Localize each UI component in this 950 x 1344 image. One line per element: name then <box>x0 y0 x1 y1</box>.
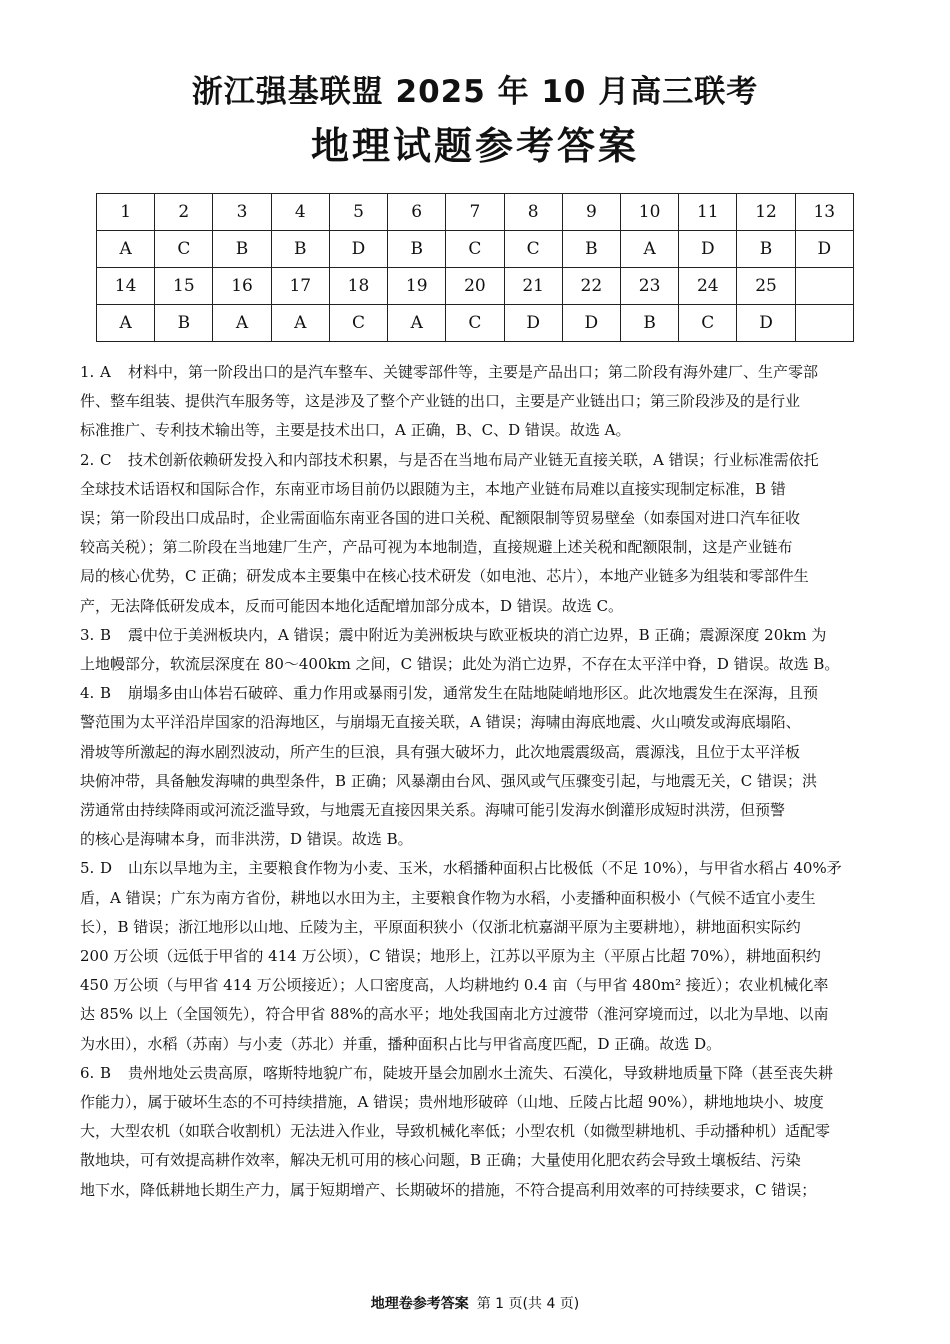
explanation-line: 涝通常由持续降雨或河流泛滥导致，与地震无直接因果关系。海啸可能引发海水倒灌形成短时洪涝，但预警 <box>80 801 786 820</box>
answer-cell: C <box>679 305 737 342</box>
explanation-line: 散地块，可有效提高耕作效率，解决无机可用的核心问题，B 正确；大量使用化肥农药会导致土壤板结、污染 <box>80 1151 801 1170</box>
question-number-cell: 16 <box>213 268 271 305</box>
explanation-line: 滑坡等所激起的海水剧烈波动，所产生的巨浪，具有强大破坏力，此次地震震级高，震源浅，且位于太平洋板 <box>80 742 801 761</box>
explanation-line: 450 万公顷（与甲省 414 万公顷接近）；人口密度高，人均耕地约 0.4 亩（与甲省 480m² 接近）；农业机械化率 <box>80 976 829 995</box>
explanation-item <box>80 854 870 1058</box>
question-number-row <box>97 268 854 305</box>
answer-cell <box>795 305 853 342</box>
answer-cell: D <box>329 231 387 268</box>
explanations <box>80 358 870 1205</box>
question-number-cell: 10 <box>620 194 678 231</box>
explanation-line: 较高关税）；第二阶段在当地建厂生产，产品可视为本地制造，直接规避上述关税和配额限制，这是产业链布 <box>80 538 793 557</box>
explanation-line: 块俯冲带，具备触发海啸的典型条件，B 正确；风暴潮由台风、强风或气压骤变引起，与地震无关，C 错误；洪 <box>80 771 818 790</box>
explanation-line: 标准推广、专利技术输出等，主要是技术出口，A 正确，B、C、D 错误。故选 A。 <box>80 421 631 440</box>
explanation-line: 大，大型农机（如联合收割机）无法进入作业，导致机械化率低；小型农机（如微型耕地机、手动播种机）适配零 <box>80 1122 831 1141</box>
explanation-item <box>80 358 870 446</box>
answer-cell: C <box>446 305 504 342</box>
page-footer <box>0 1293 950 1313</box>
question-number-cell: 14 <box>97 268 155 305</box>
question-number: 3. <box>80 625 95 644</box>
footer-label: 地理卷参考答案 <box>370 1296 469 1312</box>
answer-cell: B <box>271 231 329 268</box>
explanation-line: 件、整车组装、提供汽车服务等，这是涉及了整个产业链的出口，主要是产业链出口；第三阶段涉及的是行业 <box>80 392 801 411</box>
explanation-line: 为水田），水稻（苏南）与小麦（苏北）并重，播种面积占比与甲省高度匹配，D 正确。故选 D。 <box>80 1034 722 1053</box>
answer-cell: A <box>213 305 271 342</box>
answer-cell: B <box>388 231 446 268</box>
explanation-item <box>80 1059 870 1205</box>
answer-cell: C <box>446 231 504 268</box>
answer-cell: B <box>213 231 271 268</box>
answer-cell: D <box>679 231 737 268</box>
question-number-cell: 6 <box>388 194 446 231</box>
question-number-cell: 21 <box>504 268 562 305</box>
question-number: 4. <box>80 684 95 703</box>
question-answer: B <box>100 625 112 644</box>
answer-cell: B <box>155 305 213 342</box>
question-answer: B <box>100 1063 112 1082</box>
question-number-cell: 8 <box>504 194 562 231</box>
answer-cell: C <box>504 231 562 268</box>
answer-cell: D <box>504 305 562 342</box>
explanation-line: 达 85% 以上（全国领先），符合甲省 88%的高水平；地处我国南北方过渡带（淮河穿境而过，以北为旱地、以南 <box>80 1005 829 1024</box>
explanation-text: 技术创新依赖研发投入和内部技术积累，与是否在当地布局产业链无直接关联，A 错误；行业标准需依托 <box>128 450 819 469</box>
question-number-cell: 9 <box>562 194 620 231</box>
question-number-cell: 22 <box>562 268 620 305</box>
explanation-line: 作能力），属于破坏生态的不可持续措施，A 错误；贵州地形破碎（山地、丘陵占比超 90%），耕地地块小、坡度 <box>80 1093 824 1112</box>
explanation-text: 材料中，第一阶段出口的是汽车整车、关键零部件等，主要是产品出口；第二阶段有海外建厂、生产零部 <box>128 363 819 381</box>
question-number-cell: 1 <box>97 194 155 231</box>
question-number: 6. <box>80 1063 95 1082</box>
question-number-cell: 11 <box>679 194 737 231</box>
explanation-line: 上地幔部分，软流层深度在 80～400km 之间，C 错误；此处为消亡边界，不存在太平洋中脊，D 错误。故选 B。 <box>80 655 840 674</box>
explanation-first-line <box>80 621 870 650</box>
explanation-text: 山东以旱地为主，主要粮食作物为小麦、玉米，水稻播种面积占比极低（不足 10%），与甲省水稻占 40%矛 <box>128 859 842 878</box>
question-number-cell: 19 <box>388 268 446 305</box>
question-number-cell <box>795 268 853 305</box>
question-number-cell: 25 <box>737 268 795 305</box>
explanation-line: 局的核心优势，C 正确；研发成本主要集中在核心技术研发（如电池、芯片），本地产业链多为组装和零部件生 <box>80 567 809 586</box>
answer-cell: D <box>795 231 853 268</box>
explanation-first-line <box>80 854 870 883</box>
question-number-row <box>97 194 854 231</box>
explanation-first-line <box>80 446 870 475</box>
answer-cell: B <box>562 231 620 268</box>
explanation-first-line <box>80 679 870 708</box>
answer-cell: A <box>97 305 155 342</box>
explanation-item <box>80 621 870 679</box>
answer-cell: C <box>155 231 213 268</box>
answer-cell: C <box>329 305 387 342</box>
question-number-cell: 20 <box>446 268 504 305</box>
explanation-item <box>80 679 870 854</box>
question-answer: B <box>100 684 112 703</box>
question-number: 1. <box>80 363 95 381</box>
explanation-line: 200 万公顷（远低于甲省的 414 万公顷），C 错误；地形上，江苏以平原为主（平原占比超 70%），耕地面积约 <box>80 947 821 966</box>
answer-cell: A <box>388 305 446 342</box>
explanation-text: 崩塌多由山体岩石破碎、重力作用或暴雨引发，通常发生在陆地陡峭地形区。此次地震发生在深海，且预 <box>128 684 819 703</box>
explanation-line: 的核心是海啸本身，而非洪涝，D 错误。故选 B。 <box>80 830 413 849</box>
answer-row <box>97 231 854 268</box>
explanation-first-line <box>80 358 870 387</box>
question-answer: C <box>100 450 112 469</box>
question-number-cell: 23 <box>620 268 678 305</box>
question-number-cell: 13 <box>795 194 853 231</box>
answer-cell: A <box>620 231 678 268</box>
answer-table <box>96 193 854 342</box>
answer-cell: D <box>562 305 620 342</box>
question-number-cell: 24 <box>679 268 737 305</box>
answer-row <box>97 305 854 342</box>
explanation-line: 警范围为太平洋沿岸国家的沿海地区，与崩塌无直接关联，A 错误；海啸由海底地震、火山喷发或海底塌陷、 <box>80 713 801 732</box>
footer-page-number: 第 1 页(共 4 页) <box>476 1296 580 1312</box>
question-number-cell: 18 <box>329 268 387 305</box>
question-number-cell: 7 <box>446 194 504 231</box>
question-answer: D <box>100 859 113 878</box>
explanation-first-line <box>80 1059 870 1088</box>
answer-cell: B <box>620 305 678 342</box>
explanation-line: 盾，A 错误；广东为南方省份，耕地以水田为主，主要粮食作物为水稻，小麦播种面积极小（气候不适宜小麦生 <box>80 888 816 907</box>
question-number-cell: 5 <box>329 194 387 231</box>
explanation-line: 全球技术话语权和国际合作，东南亚市场目前仍以跟随为主，本地产业链布局难以直接实现制定标准，B 错 <box>80 479 786 498</box>
answer-cell: B <box>737 231 795 268</box>
explanation-item <box>80 446 870 621</box>
explanation-text: 贵州地处云贵高原，喀斯特地貌广布，陡坡开垦会加剧水土流失、石漠化，导致耕地质量下降（甚至丧失耕 <box>128 1063 834 1082</box>
question-answer: A <box>100 363 111 381</box>
question-number: 2. <box>80 450 95 469</box>
question-number-cell: 2 <box>155 194 213 231</box>
explanation-line: 产，无法降低研发成本，反而可能因本地化适配增加部分成本，D 错误。故选 C。 <box>80 596 624 615</box>
explanation-line: 地下水，降低耕地长期生产力，属于短期增产、长期破坏的措施，不符合提高利用效率的可持续要求，C 错误； <box>80 1180 817 1199</box>
question-number-cell: 12 <box>737 194 795 231</box>
answer-cell: D <box>737 305 795 342</box>
answer-cell: A <box>271 305 329 342</box>
question-number-cell: 17 <box>271 268 329 305</box>
explanation-text: 震中位于美洲板块内，A 错误；震中附近为美洲板块与欧亚板块的消亡边界，B 正确；震源深度 20km 为 <box>128 625 827 644</box>
explanation-line: 长），B 错误；浙江地形以山地、丘陵为主，平原面积狭小（仅浙北杭嘉湖平原为主要耕地），耕地面积实际约 <box>80 917 801 936</box>
question-number-cell: 15 <box>155 268 213 305</box>
document-title: 地理试题参考答案 <box>310 124 639 168</box>
question-number: 5. <box>80 859 95 878</box>
explanation-line: 误；第一阶段出口成品时，企业需面临东南亚各国的进口关税、配额限制等贸易壁垒（如泰国对进口汽车征收 <box>80 509 801 528</box>
question-number-cell: 4 <box>271 194 329 231</box>
answer-cell: A <box>97 231 155 268</box>
question-number-cell: 3 <box>213 194 271 231</box>
exam-title: 浙江强基联盟 2025 年 10 月高三联考 <box>191 74 759 110</box>
